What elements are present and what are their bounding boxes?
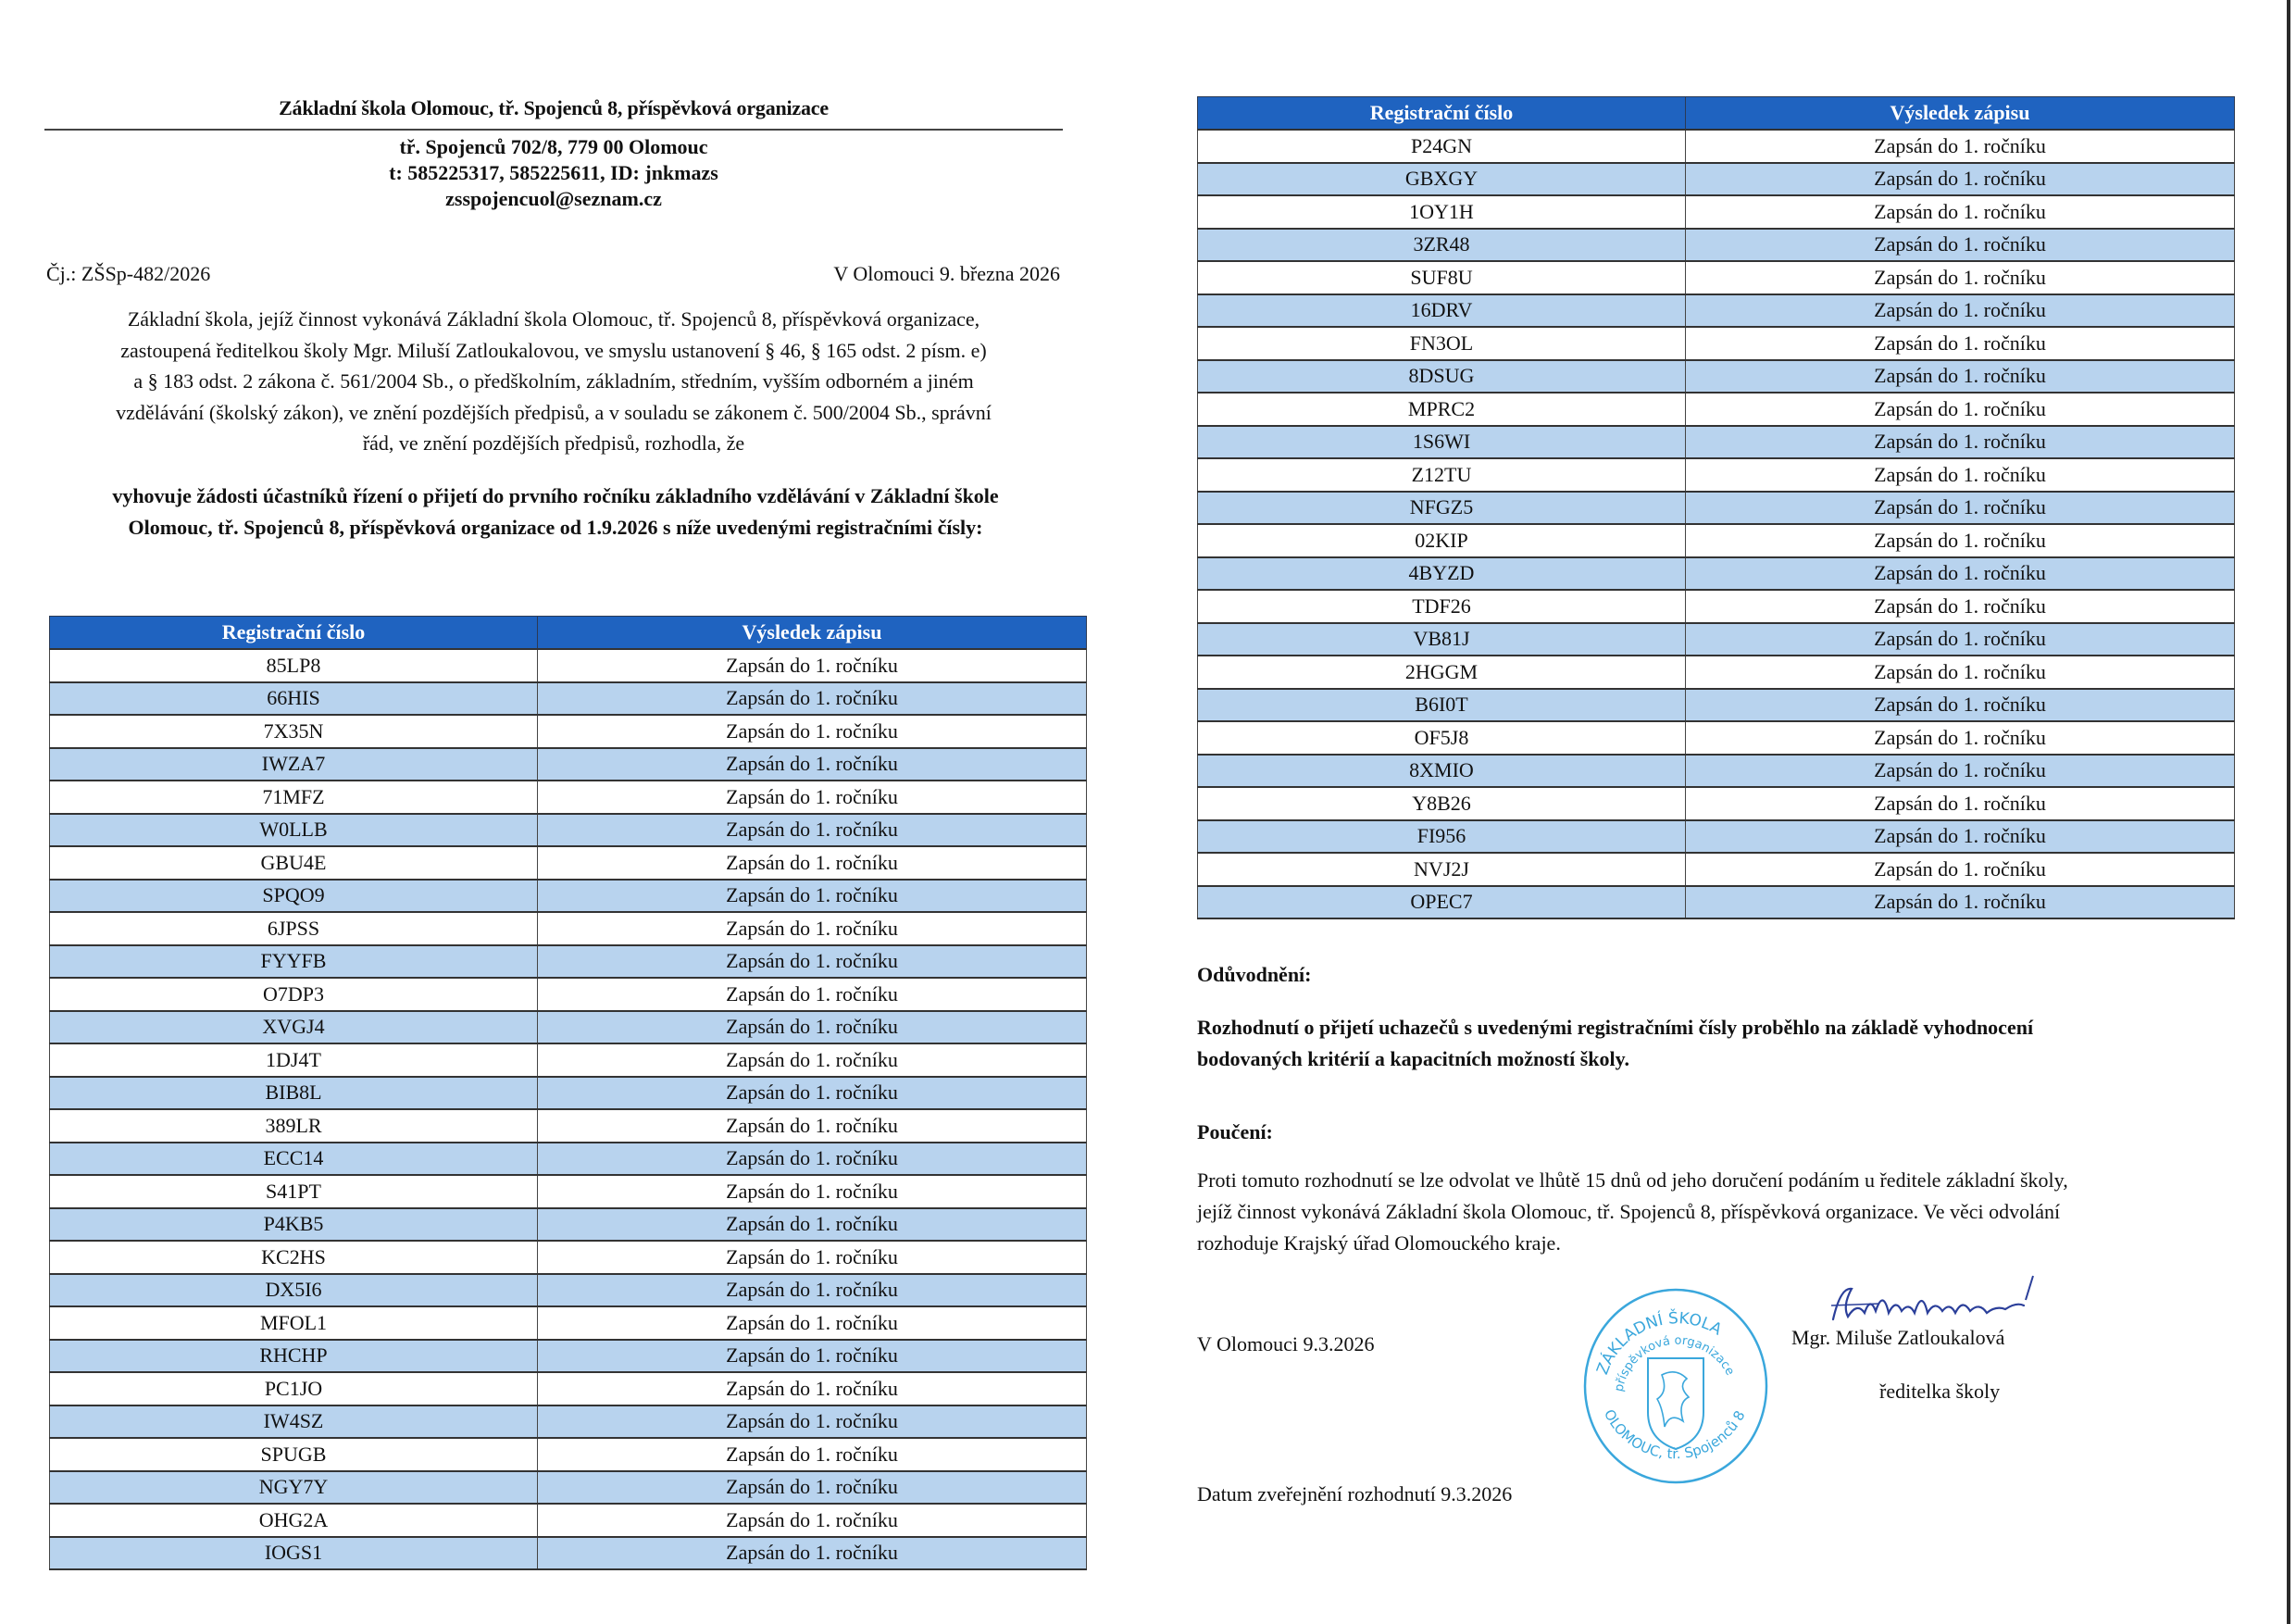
decision-line: Olomouc, tř. Spojenců 8, příspěvková organizace od 1.9.2026 s níže uvedenými registračními čísly: — [128, 516, 983, 539]
registration-number: 6JPSS — [50, 912, 538, 945]
registration-number: 7X35N — [50, 715, 538, 748]
registration-number: SUF8U — [1198, 261, 1686, 294]
registration-number: VB81J — [1198, 623, 1686, 656]
registration-number: XVGJ4 — [50, 1011, 538, 1044]
table-row — [1198, 294, 2235, 328]
enrollment-result: Zapsán do 1. ročníku — [1686, 130, 2235, 163]
table-row — [50, 1241, 1087, 1274]
header-rule — [44, 129, 1063, 131]
enrollment-result: Zapsán do 1. ročníku — [538, 1011, 1087, 1044]
table-row — [50, 978, 1087, 1011]
table-body — [1198, 130, 2235, 918]
registration-number: Y8B26 — [1198, 787, 1686, 820]
registration-number: SPQO9 — [50, 880, 538, 913]
enrollment-result: Zapsán do 1. ročníku — [1686, 163, 2235, 196]
instruction-line: jejíž činnost vykonává Základní škola Olomouc, tř. Spojenců 8, příspěvková organizace. Ve věci odvolání — [1197, 1200, 2061, 1223]
enrollment-result: Zapsán do 1. ročníku — [538, 1471, 1087, 1505]
registration-number: ECC14 — [50, 1143, 538, 1176]
registration-number: NFGZ5 — [1198, 492, 1686, 525]
stamp-middle-text: příspěvková organizace — [1612, 1333, 1737, 1393]
registration-number: FI956 — [1198, 820, 1686, 854]
table-row — [1198, 755, 2235, 788]
registration-number: 1DJ4T — [50, 1043, 538, 1077]
registration-number: DX5I6 — [50, 1274, 538, 1307]
column-header-result: Výsledek zápisu — [1686, 97, 2235, 131]
intro-line: zastoupená ředitelkou školy Mgr. Miluší Zatloukalovou, ve smyslu ustanovení § 46, § 165 odst. 2 písm. e) — [120, 338, 987, 362]
table-row — [50, 1340, 1087, 1373]
org-email: zsspojencuol@seznam.cz — [445, 187, 662, 210]
table-row — [1198, 557, 2235, 591]
enrollment-result: Zapsán do 1. ročníku — [1686, 787, 2235, 820]
registration-number: KC2HS — [50, 1241, 538, 1274]
table-row — [1198, 163, 2235, 196]
intro-paragraph — [44, 304, 1063, 459]
registration-number: FYYFB — [50, 945, 538, 979]
stamp-bottom-text: OLOMOUC, tř. Spojenců 8 — [1600, 1406, 1749, 1463]
enrollment-result: Zapsán do 1. ročníku — [1686, 755, 2235, 788]
intro-line: Základní škola, jejíž činnost vykonává Základní škola Olomouc, tř. Spojenců 8, příspěvková organizace, — [127, 307, 980, 331]
table-row — [50, 649, 1087, 682]
enrollment-result: Zapsán do 1. ročníku — [1686, 820, 2235, 854]
table-row — [50, 1175, 1087, 1208]
table-row — [1198, 820, 2235, 854]
registration-number: PC1JO — [50, 1372, 538, 1405]
signer-name: Mgr. Miluše Zatloukalová — [1791, 1326, 2005, 1349]
enrollment-result: Zapsán do 1. ročníku — [1686, 656, 2235, 689]
registration-number: IW4SZ — [50, 1405, 538, 1439]
table-row — [50, 1143, 1087, 1176]
enrollment-result: Zapsán do 1. ročníku — [538, 814, 1087, 847]
table-row — [1198, 853, 2235, 886]
enrollment-result: Zapsán do 1. ročníku — [538, 1077, 1087, 1110]
org-address: tř. Spojenců 702/8, 779 00 Olomouc — [399, 135, 708, 158]
registration-number: 71MFZ — [50, 781, 538, 814]
enrollment-result: Zapsán do 1. ročníku — [1686, 623, 2235, 656]
table-row — [1198, 426, 2235, 459]
table-row — [50, 1043, 1087, 1077]
svg-text:OLOMOUC, tř. Spojenců 8 — [1601, 1406, 1749, 1462]
enrollment-result: Zapsán do 1. ročníku — [1686, 689, 2235, 722]
registration-number: NGY7Y — [50, 1471, 538, 1505]
enrollment-result: Zapsán do 1. ročníku — [538, 1340, 1087, 1373]
column-header-registration: Registrační číslo — [1198, 97, 1686, 131]
intro-line: a § 183 odst. 2 zákona č. 561/2004 Sb., o předškolním, základním, středním, vyšším odborném a jiném — [133, 369, 974, 393]
table-header-row — [50, 617, 1087, 650]
table-row — [1198, 689, 2235, 722]
enrollment-result: Zapsán do 1. ročníku — [538, 649, 1087, 682]
table-row — [1198, 229, 2235, 262]
registration-number: B6I0T — [1198, 689, 1686, 722]
signature-place-date: V Olomouci 9.3.2026 — [1197, 1332, 1375, 1355]
table-row — [1198, 656, 2235, 689]
enrollment-result: Zapsán do 1. ročníku — [538, 1241, 1087, 1274]
enrollment-result: Zapsán do 1. ročníku — [538, 912, 1087, 945]
justification-line: Rozhodnutí o přijetí uchazečů s uvedenými registračními čísly proběhlo na základě vyhodnocení — [1197, 1016, 2034, 1039]
school-stamp-icon — [1574, 1282, 1778, 1486]
table-row — [50, 1077, 1087, 1110]
enrollment-result: Zapsán do 1. ročníku — [538, 1504, 1087, 1537]
registration-number: RHCHP — [50, 1340, 538, 1373]
registration-number: 1OY1H — [1198, 195, 1686, 229]
table-row — [1198, 458, 2235, 492]
enrollment-result: Zapsán do 1. ročníku — [538, 945, 1087, 979]
enrollment-result: Zapsán do 1. ročníku — [538, 1043, 1087, 1077]
enrollment-result: Zapsán do 1. ročníku — [1686, 426, 2235, 459]
registration-number: P24GN — [1198, 130, 1686, 163]
table-row — [1198, 886, 2235, 919]
registration-number: 4BYZD — [1198, 557, 1686, 591]
registration-number: P4KB5 — [50, 1208, 538, 1242]
registration-number: 389LR — [50, 1109, 538, 1143]
table-row — [50, 1537, 1087, 1570]
registration-number: SPUGB — [50, 1438, 538, 1471]
enrollment-result: Zapsán do 1. ročníku — [538, 978, 1087, 1011]
publication-date: Datum zveřejnění rozhodnutí 9.3.2026 — [1197, 1482, 1513, 1505]
place-date: V Olomouci 9. března 2026 — [833, 262, 1060, 285]
table-row — [50, 1438, 1087, 1471]
enrollment-result: Zapsán do 1. ročníku — [538, 781, 1087, 814]
registration-number: 3ZR48 — [1198, 229, 1686, 262]
registration-number: O7DP3 — [50, 978, 538, 1011]
instruction-heading: Poučení: — [1197, 1120, 1273, 1143]
registration-number: 8XMIO — [1198, 755, 1686, 788]
enrollment-result: Zapsán do 1. ročníku — [1686, 229, 2235, 262]
table-row — [50, 682, 1087, 716]
intro-line: vzdělávání (školský zákon), ve znění pozdějších předpisů, a v souladu se zákonem č. 500/2004 Sb., správní — [116, 400, 992, 424]
table-row — [50, 912, 1087, 945]
registration-number: BIB8L — [50, 1077, 538, 1110]
table-row — [50, 1274, 1087, 1307]
table-row — [50, 748, 1087, 781]
table-row — [1198, 524, 2235, 557]
table-row — [50, 880, 1087, 913]
table-row — [1198, 130, 2235, 163]
stamp-top-text: ZÁKLADNÍ ŠKOLA — [1593, 1309, 1726, 1378]
registration-number: NVJ2J — [1198, 853, 1686, 886]
table-row — [50, 1306, 1087, 1340]
table-row — [50, 1011, 1087, 1044]
registration-number: IWZA7 — [50, 748, 538, 781]
registration-number: W0LLB — [50, 814, 538, 847]
registration-number: FN3OL — [1198, 327, 1686, 360]
enrollment-result: Zapsán do 1. ročníku — [1686, 458, 2235, 492]
table-row — [50, 1208, 1087, 1242]
enrollment-result: Zapsán do 1. ročníku — [1686, 590, 2235, 623]
enrollment-result: Zapsán do 1. ročníku — [1686, 327, 2235, 360]
column-header-result: Výsledek zápisu — [538, 617, 1087, 650]
registration-number: 02KIP — [1198, 524, 1686, 557]
table-row — [50, 846, 1087, 880]
decision-line: vyhovuje žádosti účastníků řízení o přijetí do prvního ročníku základního vzdělávání v Základní škole — [112, 484, 999, 507]
enrollment-result: Zapsán do 1. ročníku — [538, 1109, 1087, 1143]
registration-number: OPEC7 — [1198, 886, 1686, 919]
enrollment-result: Zapsán do 1. ročníku — [1686, 524, 2235, 557]
enrollment-result: Zapsán do 1. ročníku — [538, 1405, 1087, 1439]
registration-table-left — [49, 616, 1087, 1570]
registration-number: MFOL1 — [50, 1306, 538, 1340]
table-row — [50, 1372, 1087, 1405]
org-contacts: t: 585225317, 585225611, ID: jnkmazs — [389, 161, 718, 184]
enrollment-result: Zapsán do 1. ročníku — [1686, 360, 2235, 394]
signer-role: ředitelka školy — [1879, 1380, 2001, 1403]
reference-number: Čj.: ZŠSp-482/2026 — [46, 262, 211, 285]
enrollment-result: Zapsán do 1. ročníku — [538, 1208, 1087, 1242]
table-row — [1198, 787, 2235, 820]
enrollment-result: Zapsán do 1. ročníku — [1686, 261, 2235, 294]
enrollment-result: Zapsán do 1. ročníku — [1686, 557, 2235, 591]
instruction-line: Proti tomuto rozhodnutí se lze odvolat ve lhůtě 15 dnů od jeho doručení podáním u ředitele základní školy, — [1197, 1168, 2068, 1192]
registration-number: IOGS1 — [50, 1537, 538, 1570]
table-row — [50, 814, 1087, 847]
enrollment-result: Zapsán do 1. ročníku — [538, 682, 1087, 716]
table-row — [50, 1471, 1087, 1505]
enrollment-result: Zapsán do 1. ročníku — [538, 846, 1087, 880]
decision-statement — [37, 481, 1074, 543]
registration-number: MPRC2 — [1198, 393, 1686, 426]
registration-number: GBXGY — [1198, 163, 1686, 196]
enrollment-result: Zapsán do 1. ročníku — [1686, 393, 2235, 426]
registration-number: 2HGGM — [1198, 656, 1686, 689]
registration-table-right — [1197, 96, 2235, 919]
table-row — [1198, 327, 2235, 360]
table-row — [50, 1504, 1087, 1537]
table-row — [50, 781, 1087, 814]
enrollment-result: Zapsán do 1. ročníku — [538, 1175, 1087, 1208]
justification-text — [1197, 1012, 2234, 1075]
enrollment-result: Zapsán do 1. ročníku — [1686, 721, 2235, 755]
table-row — [1198, 195, 2235, 229]
table-row — [1198, 721, 2235, 755]
justification-heading: Odůvodnění: — [1197, 963, 1312, 986]
registration-number: Z12TU — [1198, 458, 1686, 492]
handwritten-signature-icon — [1815, 1268, 2092, 1333]
table-row — [50, 945, 1087, 979]
registration-number: TDF26 — [1198, 590, 1686, 623]
table-header-row — [1198, 97, 2235, 131]
enrollment-result: Zapsán do 1. ročníku — [1686, 195, 2235, 229]
registration-number: 8DSUG — [1198, 360, 1686, 394]
registration-number: OF5J8 — [1198, 721, 1686, 755]
enrollment-result: Zapsán do 1. ročníku — [538, 1306, 1087, 1340]
registration-number: 1S6WI — [1198, 426, 1686, 459]
table-row — [1198, 393, 2235, 426]
enrollment-result: Zapsán do 1. ročníku — [538, 748, 1087, 781]
enrollment-result: Zapsán do 1. ročníku — [1686, 853, 2235, 886]
registration-number: OHG2A — [50, 1504, 538, 1537]
enrollment-result: Zapsán do 1. ročníku — [538, 1372, 1087, 1405]
table-row — [50, 1109, 1087, 1143]
enrollment-result: Zapsán do 1. ročníku — [538, 880, 1087, 913]
table-row — [1198, 623, 2235, 656]
enrollment-result: Zapsán do 1. ročníku — [538, 1438, 1087, 1471]
enrollment-result: Zapsán do 1. ročníku — [538, 1537, 1087, 1570]
page-edge — [2287, 0, 2290, 1624]
enrollment-result: Zapsán do 1. ročníku — [1686, 492, 2235, 525]
org-name: Základní škola Olomouc, tř. Spojenců 8, příspěvková organizace — [279, 96, 829, 119]
instruction-line: rozhoduje Krajský úřad Olomouckého kraje. — [1197, 1231, 1561, 1255]
enrollment-result: Zapsán do 1. ročníku — [538, 1143, 1087, 1176]
registration-number: 85LP8 — [50, 649, 538, 682]
enrollment-result: Zapsán do 1. ročníku — [1686, 294, 2235, 328]
table-row — [1198, 360, 2235, 394]
table-row — [50, 1405, 1087, 1439]
registration-number: GBU4E — [50, 846, 538, 880]
table-row — [50, 715, 1087, 748]
column-header-registration: Registrační číslo — [50, 617, 538, 650]
justification-line: bodovaných kritérií a kapacitních možností školy. — [1197, 1047, 1629, 1070]
enrollment-result: Zapsán do 1. ročníku — [538, 715, 1087, 748]
intro-line: řád, ve znění pozdějších předpisů, rozhodla, že — [362, 431, 745, 455]
table-body — [50, 649, 1087, 1569]
table-row — [1198, 492, 2235, 525]
registration-number: 16DRV — [1198, 294, 1686, 328]
registration-number: 66HIS — [50, 682, 538, 716]
instruction-text — [1197, 1165, 2243, 1259]
enrollment-result: Zapsán do 1. ročníku — [1686, 886, 2235, 919]
table-row — [1198, 590, 2235, 623]
enrollment-result: Zapsán do 1. ročníku — [538, 1274, 1087, 1307]
table-row — [1198, 261, 2235, 294]
registration-number: S41PT — [50, 1175, 538, 1208]
